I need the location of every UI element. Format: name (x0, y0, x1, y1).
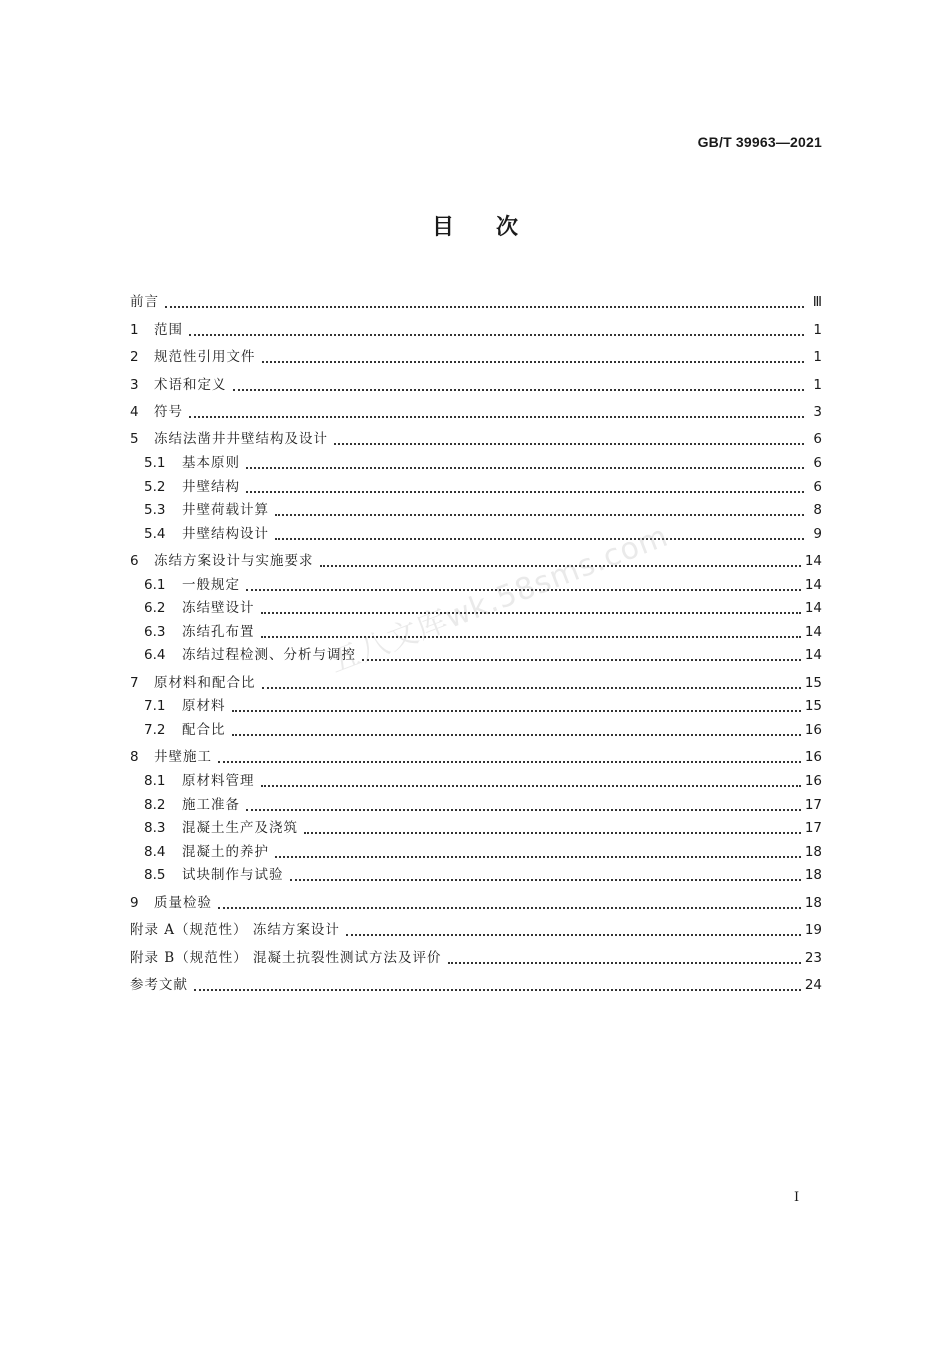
toc-entry-page: 1 (813, 376, 822, 393)
toc-entry-page: 6 (813, 431, 822, 448)
page-folio: I (794, 1190, 800, 1205)
toc-entry[interactable] (130, 766, 822, 790)
toc-entry-label: 范围 (154, 321, 183, 338)
toc-entry-number: 5.2 (144, 478, 166, 495)
toc-entry[interactable] (130, 939, 822, 966)
toc-leader-dots (218, 753, 801, 763)
toc-entry[interactable] (130, 496, 822, 520)
toc-leader-dots (233, 381, 805, 391)
toc-entry-label: 参考文献 (130, 976, 188, 993)
toc-leader-dots (275, 848, 801, 858)
toc-entry-label: 冻结方案设计与实施要求 (154, 553, 314, 570)
toc-leader-dots (232, 702, 801, 712)
toc-entry-number: 8.3 (144, 820, 166, 837)
toc-entry-label: 规范性引用文件 (154, 349, 256, 366)
toc-entry-label: 原材料和配合比 (154, 674, 256, 691)
toc-entry-number: 9 (130, 894, 139, 911)
toc-entry-page: 14 (804, 623, 822, 640)
toc-entry-page: 1 (813, 321, 822, 338)
toc-entry-label: 混凝土的养护 (182, 843, 269, 860)
toc-entry-label: 井壁结构设计 (182, 525, 269, 542)
toc-leader-dots (362, 651, 801, 661)
toc-entry-label: 混凝土生产及浇筑 (182, 820, 298, 837)
toc-entry-label: 冻结过程检测、分析与调控 (182, 647, 356, 664)
toc-entry[interactable] (130, 664, 822, 691)
toc-leader-dots (246, 801, 801, 811)
toc-entry[interactable] (130, 912, 822, 939)
toc-entry-page: 16 (804, 722, 822, 739)
toc-entry-number: 8 (130, 749, 139, 766)
toc-entry-page: 14 (804, 600, 822, 617)
toc-entry-label: 井壁荷载计算 (182, 502, 269, 519)
toc-leader-dots (346, 926, 801, 936)
toc-entry-number: 8.1 (144, 773, 166, 790)
toc-leader-dots (246, 483, 804, 493)
toc-entry-label: 原材料 (182, 698, 226, 715)
toc-leader-dots (262, 353, 805, 363)
toc-entry-number: 6 (130, 553, 139, 570)
toc-leader-dots (218, 899, 801, 909)
toc-entry[interactable] (130, 519, 822, 543)
toc-entry[interactable] (130, 814, 822, 838)
toc-entry[interactable] (130, 421, 822, 448)
toc-entry[interactable] (130, 543, 822, 570)
toc-entry-page: 1 (813, 349, 822, 366)
toc-entry[interactable] (130, 837, 822, 861)
toc-leader-dots (232, 726, 801, 736)
toc-entry-label: 冻结壁设计 (182, 600, 255, 617)
toc-entry-page: 15 (804, 674, 822, 691)
toc-entry-number: 2 (130, 349, 139, 366)
toc-entry-number: 6.1 (144, 576, 166, 593)
toc-leader-dots (194, 981, 801, 991)
toc-entry-number: 1 (130, 321, 139, 338)
toc-entry[interactable] (130, 311, 822, 338)
toc-entry-label: 一般规定 (182, 576, 240, 593)
toc-entry[interactable] (130, 692, 822, 716)
title-char-2: 次 (496, 215, 519, 240)
toc-entry-page: 15 (804, 698, 822, 715)
toc-entry-label: 原材料管理 (182, 773, 255, 790)
toc-entry-number: 5.4 (144, 525, 166, 542)
toc-entry-label: 施工准备 (182, 796, 240, 813)
toc-entry-label: 井壁结构 (182, 478, 240, 495)
toc-entry-page: 14 (804, 553, 822, 570)
toc-entry[interactable] (130, 739, 822, 766)
toc-entry[interactable] (130, 284, 822, 311)
toc-entry-label: 附录 A（规范性） 冻结方案设计 (130, 922, 340, 939)
toc-entry-number: 8.5 (144, 867, 166, 884)
toc-leader-dots (189, 408, 804, 418)
toc-entry-page: 6 (813, 478, 822, 495)
standard-code: GB/T 39963—2021 (697, 134, 822, 150)
toc-leader-dots (189, 326, 804, 336)
toc-entry-page: 18 (804, 867, 822, 884)
toc-entry-label: 基本原则 (182, 454, 240, 471)
toc-entry-number: 7 (130, 674, 139, 691)
toc-entry-number: 8.2 (144, 796, 166, 813)
toc-entry[interactable] (130, 448, 822, 472)
toc-entry-label: 冻结孔布置 (182, 623, 255, 640)
toc-entry[interactable] (130, 790, 822, 814)
toc-entry-number: 5.3 (144, 502, 166, 519)
title-char-1: 目 (431, 215, 454, 240)
page-title (0, 210, 950, 241)
toc-entry-number: 6.3 (144, 623, 166, 640)
toc-entry-label: 配合比 (182, 722, 226, 739)
toc-entry-page: 24 (804, 976, 822, 993)
toc-entry-label: 前言 (130, 294, 159, 311)
toc-entry[interactable] (130, 715, 822, 739)
toc-entry[interactable] (130, 967, 822, 994)
toc-leader-dots (261, 777, 801, 787)
toc-entry-page: 23 (804, 949, 822, 966)
toc-entry-page: 9 (813, 525, 822, 542)
toc-entry-page: 17 (804, 820, 822, 837)
toc-entry-page: 6 (813, 454, 822, 471)
toc-entry-number: 5 (130, 431, 139, 448)
toc-entry-page: 19 (804, 922, 822, 939)
toc-entry-number: 6.4 (144, 647, 166, 664)
toc-entry-number: 6.2 (144, 600, 166, 617)
toc-entry[interactable] (130, 366, 822, 393)
toc-entry-label: 试块制作与试验 (182, 867, 284, 884)
toc-entry[interactable] (130, 472, 822, 496)
table-of-contents (130, 284, 822, 994)
toc-entry-number: 5.1 (144, 454, 166, 471)
toc-entry-page: 18 (804, 894, 822, 911)
toc-leader-dots (262, 679, 801, 689)
toc-entry[interactable] (130, 641, 822, 665)
toc-leader-dots (165, 298, 804, 308)
toc-entry[interactable] (130, 394, 822, 421)
toc-leader-dots (290, 871, 801, 881)
toc-leader-dots (448, 954, 801, 964)
toc-leader-dots (334, 435, 804, 445)
toc-entry[interactable] (130, 339, 822, 366)
toc-entry-label: 附录 B（规范性） 混凝土抗裂性测试方法及评价 (130, 949, 442, 966)
toc-leader-dots (275, 530, 804, 540)
toc-entry[interactable] (130, 884, 822, 911)
toc-entry-label: 符号 (154, 403, 183, 420)
toc-entry-label: 井壁施工 (154, 749, 212, 766)
toc-leader-dots (304, 824, 801, 834)
toc-entry-number: 3 (130, 376, 139, 393)
toc-entry-page: 17 (804, 796, 822, 813)
toc-entry-page: 16 (804, 749, 822, 766)
toc-entry-number: 8.4 (144, 843, 166, 860)
toc-entry-page: 16 (804, 773, 822, 790)
toc-entry-page: 14 (804, 647, 822, 664)
toc-entry-number: 7.1 (144, 698, 166, 715)
toc-entry-number: 4 (130, 403, 139, 420)
toc-entry-page: 18 (804, 843, 822, 860)
toc-entry-label: 质量检验 (154, 894, 212, 911)
toc-leader-dots (275, 506, 804, 516)
toc-leader-dots (246, 459, 804, 469)
watermark: 五八文库wk.58sms.com (324, 518, 674, 681)
toc-entry-page: 14 (804, 576, 822, 593)
toc-entry-number: 7.2 (144, 722, 166, 739)
toc-entry[interactable] (130, 861, 822, 885)
toc-entry-page: 8 (813, 502, 822, 519)
toc-entry-label: 术语和定义 (154, 376, 227, 393)
toc-entry-page: Ⅲ (812, 294, 822, 311)
toc-entry-page: 3 (813, 403, 822, 420)
toc-entry-label: 冻结法凿井井壁结构及设计 (154, 431, 328, 448)
